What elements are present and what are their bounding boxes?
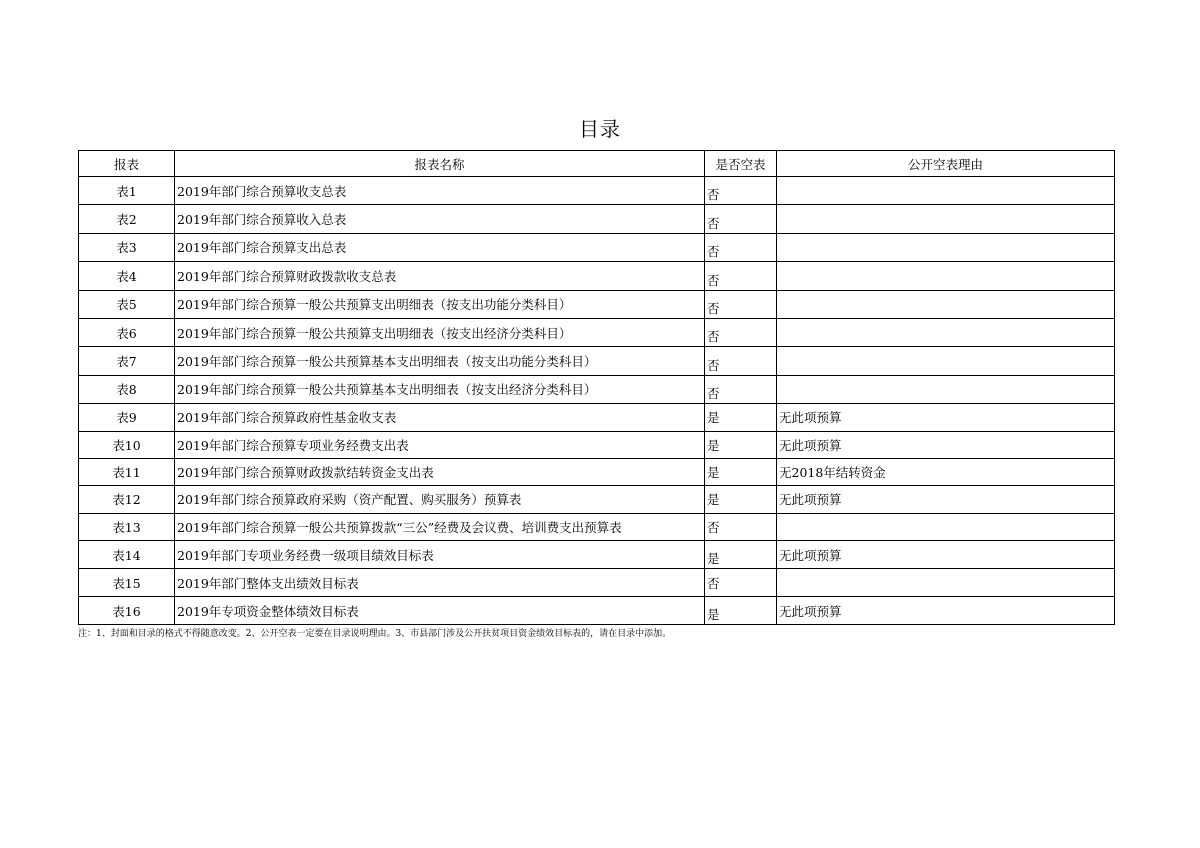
table-row — [79, 431, 1115, 458]
table-row — [79, 318, 1115, 346]
header-is-empty: 是否空表 — [705, 151, 777, 177]
report-code-cell: 表7 — [79, 347, 175, 375]
report-code-cell: 表12 — [79, 486, 175, 513]
is-empty-cell: 是 — [705, 404, 777, 431]
is-empty-cell: 是 — [705, 541, 777, 569]
report-code-cell: 表6 — [79, 318, 175, 346]
empty-reason-cell — [777, 262, 1115, 290]
table-row — [79, 541, 1115, 569]
table-row — [79, 375, 1115, 403]
page-title: 目录 — [579, 117, 621, 141]
empty-reason-cell — [777, 318, 1115, 346]
report-code-cell: 表14 — [79, 541, 175, 569]
report-code-cell: 表4 — [79, 262, 175, 290]
header-report-name: 报表名称 — [175, 151, 705, 177]
report-code-cell: 表15 — [79, 569, 175, 596]
report-name-cell: 2019年部门综合预算收入总表 — [175, 205, 705, 233]
table-row — [79, 177, 1115, 205]
table-row — [79, 233, 1115, 261]
is-empty-cell: 否 — [705, 290, 777, 318]
table-row — [79, 347, 1115, 375]
table-row — [79, 404, 1115, 431]
is-empty-cell: 否 — [705, 569, 777, 596]
report-code-cell: 表11 — [79, 458, 175, 485]
is-empty-cell: 否 — [705, 205, 777, 233]
table-row — [79, 513, 1115, 540]
empty-reason-cell — [777, 233, 1115, 261]
report-name-cell: 2019年部门整体支出绩效目标表 — [175, 569, 705, 596]
report-code-cell: 表2 — [79, 205, 175, 233]
is-empty-cell: 否 — [705, 262, 777, 290]
table-header-row — [79, 151, 1115, 177]
report-name-cell: 2019年部门综合预算政府采购（资产配置、购买服务）预算表 — [175, 486, 705, 513]
report-name-cell: 2019年部门综合预算财政拨款结转资金支出表 — [175, 458, 705, 485]
report-name-cell: 2019年部门综合预算一般公共预算拨款“三公”经费及会议费、培训费支出预算表 — [175, 513, 705, 540]
header-empty-reason: 公开空表理由 — [777, 151, 1115, 177]
is-empty-cell: 否 — [705, 347, 777, 375]
table-row — [79, 205, 1115, 233]
report-code-cell: 表8 — [79, 375, 175, 403]
is-empty-cell: 否 — [705, 513, 777, 540]
empty-reason-cell — [777, 513, 1115, 540]
empty-reason-cell — [777, 347, 1115, 375]
report-name-cell: 2019年专项资金整体绩效目标表 — [175, 596, 705, 624]
report-code-cell: 表10 — [79, 431, 175, 458]
table-row — [79, 486, 1115, 513]
empty-reason-cell: 无此项预算 — [777, 596, 1115, 624]
report-name-cell: 2019年部门综合预算政府性基金收支表 — [175, 404, 705, 431]
empty-reason-cell — [777, 375, 1115, 403]
report-code-cell: 表3 — [79, 233, 175, 261]
empty-reason-cell — [777, 205, 1115, 233]
report-name-cell: 2019年部门综合预算一般公共预算支出明细表（按支出经济分类科目） — [175, 318, 705, 346]
table-row — [79, 458, 1115, 485]
report-name-cell: 2019年部门综合预算专项业务经费支出表 — [175, 431, 705, 458]
table-row — [79, 569, 1115, 596]
is-empty-cell: 否 — [705, 177, 777, 205]
empty-reason-cell: 无此项预算 — [777, 404, 1115, 431]
report-code-cell: 表9 — [79, 404, 175, 431]
header-report-code: 报表 — [79, 151, 175, 177]
report-catalog-table — [78, 150, 1115, 625]
table-row — [79, 262, 1115, 290]
empty-reason-cell: 无2018年结转资金 — [777, 458, 1115, 485]
report-name-cell: 2019年部门综合预算一般公共预算支出明细表（按支出功能分类科目） — [175, 290, 705, 318]
is-empty-cell: 是 — [705, 458, 777, 485]
empty-reason-cell: 无此项预算 — [777, 541, 1115, 569]
report-name-cell: 2019年部门综合预算一般公共预算基本支出明细表（按支出经济分类科目） — [175, 375, 705, 403]
empty-reason-cell: 无此项预算 — [777, 431, 1115, 458]
report-name-cell: 2019年部门综合预算收支总表 — [175, 177, 705, 205]
is-empty-cell: 否 — [705, 375, 777, 403]
report-name-cell: 2019年部门综合预算支出总表 — [175, 233, 705, 261]
report-name-cell: 2019年部门综合预算财政拨款收支总表 — [175, 262, 705, 290]
table-row — [79, 290, 1115, 318]
is-empty-cell: 否 — [705, 233, 777, 261]
report-code-cell: 表1 — [79, 177, 175, 205]
is-empty-cell: 是 — [705, 596, 777, 624]
report-name-cell: 2019年部门综合预算一般公共预算基本支出明细表（按支出功能分类科目） — [175, 347, 705, 375]
report-code-cell: 表13 — [79, 513, 175, 540]
report-code-cell: 表16 — [79, 596, 175, 624]
footnote: 注：1、封面和目录的格式不得随意改变。2、公开空表一定要在目录说明理由。3、市县部门涉及公开扶贫项目资金绩效目标表的，请在目录中添加。 — [78, 629, 672, 639]
empty-reason-cell — [777, 177, 1115, 205]
report-code-cell: 表5 — [79, 290, 175, 318]
report-name-cell: 2019年部门专项业务经费一级项目绩效目标表 — [175, 541, 705, 569]
empty-reason-cell — [777, 290, 1115, 318]
is-empty-cell: 否 — [705, 318, 777, 346]
empty-reason-cell: 无此项预算 — [777, 486, 1115, 513]
empty-reason-cell — [777, 569, 1115, 596]
table-row — [79, 596, 1115, 624]
is-empty-cell: 是 — [705, 486, 777, 513]
is-empty-cell: 是 — [705, 431, 777, 458]
